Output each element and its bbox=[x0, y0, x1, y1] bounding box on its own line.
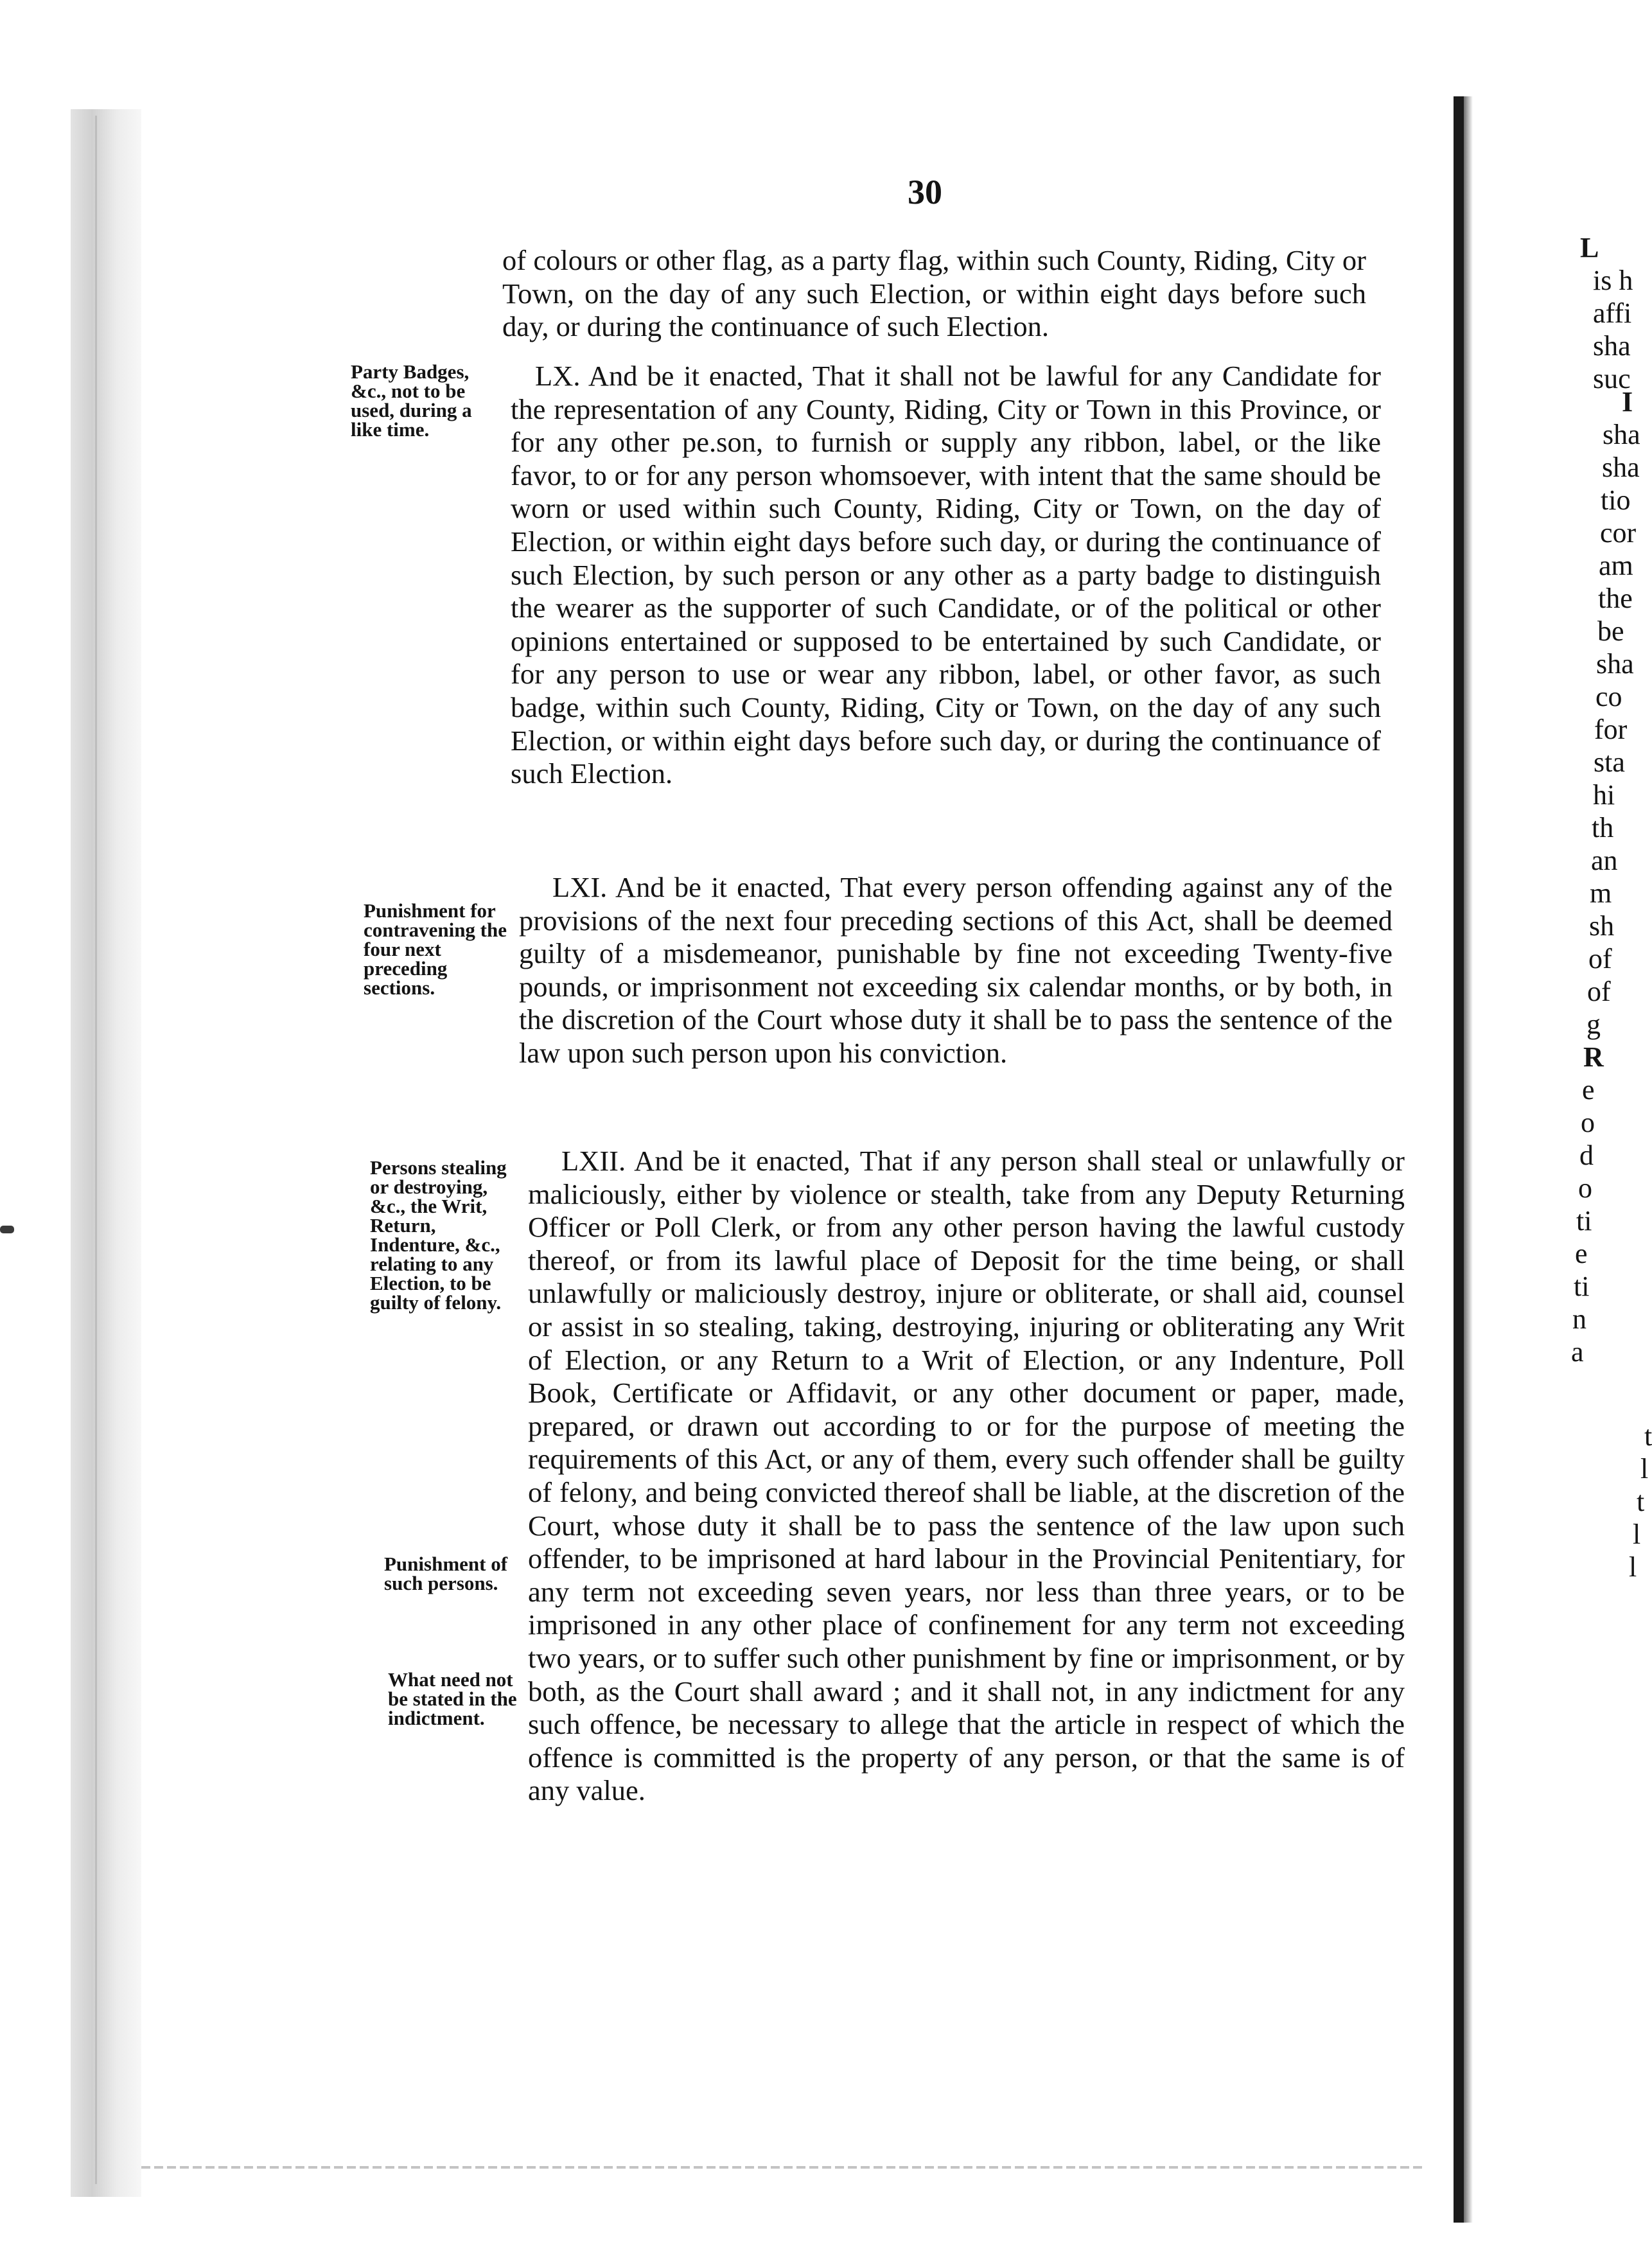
facing-page-fragment: cor bbox=[1600, 517, 1637, 549]
facing-page-fragment: m bbox=[1590, 877, 1612, 909]
facing-page-fragment: d bbox=[1579, 1140, 1594, 1171]
facing-page-fragment: am bbox=[1599, 550, 1633, 581]
section-number: LXII. bbox=[561, 1145, 626, 1177]
facing-page-fragment: suc bbox=[1593, 363, 1631, 394]
facing-page-fragment: ti bbox=[1574, 1271, 1590, 1302]
section-text: And be it enacted, That every person offending against any of the provisions of the next four preceding sections of this Act, shall be deemed guilty of a misdemeanor, punishable by fine not exceeding Twenty-five pounds, or imprisonment not exceeding six calendar months, or by both, in the discretion of the Court whose duty it shall be to pass the sentence of the law upon such person upon his conviction. bbox=[519, 871, 1393, 1069]
facing-page-fragment: a bbox=[1571, 1336, 1584, 1368]
facing-page-fragment: th bbox=[1592, 812, 1614, 843]
facing-page-fragment: l bbox=[1640, 1453, 1649, 1485]
facing-page-fragment: ti bbox=[1576, 1205, 1592, 1237]
facing-page-fragment: an bbox=[1591, 845, 1618, 876]
facing-page-fragment: l bbox=[1629, 1551, 1637, 1583]
facing-page-fragment: the bbox=[1598, 583, 1633, 614]
facing-page-fragment: g bbox=[1586, 1009, 1601, 1040]
section-number: LXI. bbox=[552, 871, 608, 903]
facing-page-fragment: co bbox=[1595, 681, 1622, 712]
continuation-paragraph: of colours or other flag, as a party flag, within such County, Riding, City or Town, on the day of any such Election, or within eight days before such day, or during the continuance of such Election. bbox=[502, 244, 1366, 343]
section-text: And be it enacted, That it shall not be lawful for any Candidate for the representation of any County, Riding, City or Town in this Province, or for any other pe.son, to furnish or supply any ribbon, label, or the like favor, to or for any person whomsoever, with intent that the same should be worn or used within such County, Riding, City or Town, on the day of Election, or within eight days before such day, or during the continuance of such Election, by such person or any other as a party badge to distinguish the wearer as the supporter of such Candidate, or of the political or other opinions entertained or supposed to be entertained by such Candidate, or for any person to use or wear any ribbon, label, or other favor, as such badge, within such County, Riding, City or Town, on the day of any such Election, or within eight days before such day, or during the continuance of such Election. bbox=[511, 360, 1381, 790]
scan-artifact bbox=[0, 1226, 14, 1233]
margin-note-punishment: Punishment for contravening the four next preceding sections. bbox=[364, 899, 507, 999]
facing-page-fragment: of bbox=[1587, 976, 1611, 1007]
facing-page-fragment: hi bbox=[1593, 779, 1615, 811]
facing-page-fragment: t bbox=[1637, 1486, 1645, 1517]
facing-page-fragment: l bbox=[1633, 1519, 1641, 1550]
section-text: And be it enacted, That if any person shall steal or unlawfully or maliciously, either by violence or stealth, take from any Deputy Returning Officer or Poll Clerk, or from any other person having the lawful custody thereof, or from its lawful place of Deposit for the time being, or shall unlawfully or maliciously destroy, injure or obliterate, or shall aid, counsel or assist in so stealing, taking, destroying, injuring or obliterating any Writ of Election, or any Return to a Writ of Election, or any Indenture, Poll Book, Certificate or Affidavit, or any other document or paper, made, prepared, or drawn out according to or for the purpose of meeting the requirements of this Act, or any of them, every such offender shall be guilty of felony, and being convicted thereof shall be liable, at the discretion of the Court, whose duty it shall be to pass the sentence of the law upon such offender, to be imprisoned at hard labour in the Provincial Penitentiary, for any term not exceeding seven years, nor less than three years, or to be imprisoned in any other place of confinement for any term not exceeding two years, or to suffer such other punishment by fine or imprisonment, or by both, as the Court shall award ; and it shall not, in any indictment for any such offence, be necessary to allege that the article in respect of which the offence is committed is the property of any person, or that the same is of any value. bbox=[528, 1145, 1405, 1807]
facing-page-fragment: o bbox=[1578, 1172, 1592, 1204]
facing-page-fragment: be bbox=[1597, 615, 1624, 647]
facing-page-fragment: for bbox=[1594, 714, 1628, 745]
facing-page-fragment: sh bbox=[1589, 910, 1615, 942]
facing-page-fragment: I bbox=[1622, 386, 1633, 418]
facing-page-fragment: sha bbox=[1596, 648, 1634, 680]
facing-page-text bbox=[1471, 0, 1652, 2256]
section-lx bbox=[511, 360, 1381, 791]
section-lxi bbox=[519, 871, 1393, 1070]
book-gutter bbox=[1454, 96, 1464, 2223]
section-lxii bbox=[528, 1145, 1405, 1808]
facing-page-fragment: e bbox=[1575, 1238, 1588, 1269]
page-edge-line bbox=[95, 116, 97, 2184]
facing-page-fragment: tio bbox=[1601, 484, 1631, 516]
margin-note-punishment-of-persons: Punishment of such persons. bbox=[384, 1553, 508, 1594]
facing-page-fragment: affi bbox=[1593, 297, 1632, 329]
facing-page-fragment: L bbox=[1580, 232, 1599, 263]
facing-page-fragment: of bbox=[1588, 943, 1612, 974]
facing-page-fragment: n bbox=[1572, 1303, 1586, 1335]
page-number: 30 bbox=[908, 173, 942, 211]
facing-page-fragment: sha bbox=[1602, 452, 1640, 483]
margin-note-indictment: What need not be stated in the indictment. bbox=[388, 1668, 517, 1729]
facing-page-fragment: sta bbox=[1594, 746, 1625, 778]
margin-note-party-badges: Party Badges, &c., not to be used, during a like time. bbox=[351, 360, 472, 441]
page-edge-left bbox=[71, 109, 141, 2197]
page-bottom-edge bbox=[141, 2166, 1426, 2169]
facing-page-fragment: o bbox=[1581, 1107, 1595, 1138]
section-number: LX. bbox=[535, 360, 581, 392]
facing-page-fragment: sha bbox=[1593, 330, 1631, 362]
facing-page-fragment: is h bbox=[1593, 265, 1633, 296]
facing-page-fragment: sha bbox=[1603, 419, 1640, 450]
margin-note-persons-stealing: Persons stealing or destroying, &c., the Writ, Return, Indenture, &c., relating to any Election, to be guilty of felony. bbox=[370, 1156, 507, 1314]
facing-page-fragment: t bbox=[1644, 1420, 1652, 1452]
facing-page-fragment: R bbox=[1583, 1041, 1604, 1073]
facing-page-fragment: e bbox=[1582, 1074, 1595, 1106]
